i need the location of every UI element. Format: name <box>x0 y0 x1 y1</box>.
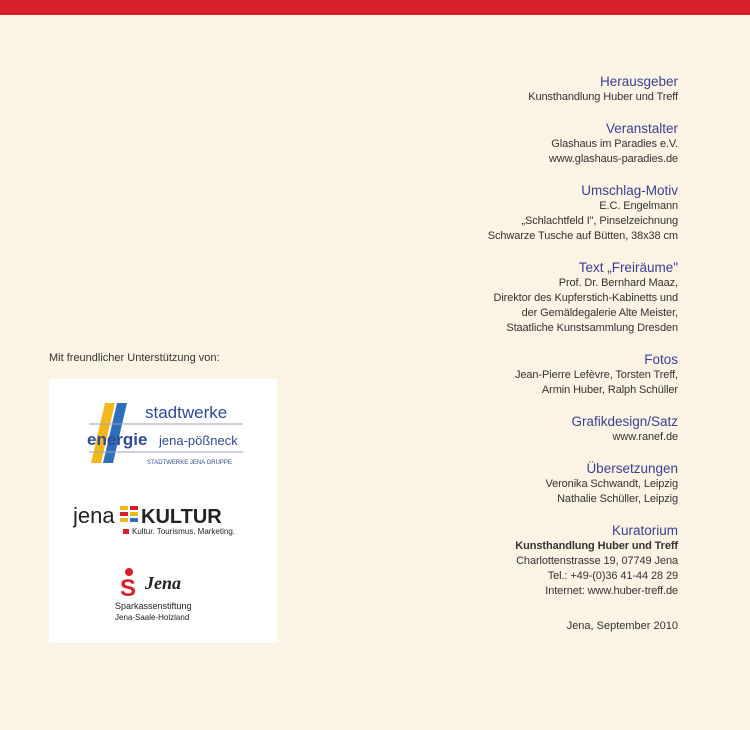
section-line: Prof. Dr. Bernhard Maaz, <box>558 277 678 289</box>
stadtwerke-energie-logo <box>87 401 247 469</box>
impressum-column <box>318 73 678 634</box>
section-line: E.C. Engelmann <box>599 200 678 212</box>
section-line: Direktor des Kupferstich-Kabinetts und <box>493 292 678 304</box>
section-line: Tel.: +49-(0)36 41-44 28 29 <box>547 570 678 582</box>
section-title: Grafikdesign/Satz <box>571 414 678 429</box>
section-line: Armin Huber, Ralph Schüller <box>541 384 678 396</box>
section-uebersetzungen <box>318 460 678 507</box>
section-line: der Gemäldegalerie Alte Meister, <box>521 307 678 319</box>
logo-block <box>120 512 128 516</box>
logo-jena-poessneck-word: jena-pößneck <box>159 433 238 448</box>
section-line: Glashaus im Paradies e.V. <box>551 138 678 150</box>
logo-block <box>123 529 129 534</box>
section-line: „Schlachtfeld I", Pinselzeichnung <box>521 215 678 227</box>
section-line: www.ranef.de <box>612 431 678 443</box>
section-text-freiraeume <box>318 259 678 336</box>
logo-stadtwerke-word: stadtwerke <box>145 403 228 422</box>
sparkasse-jena-word: Jena <box>145 573 181 593</box>
logo-jena-word: jena <box>73 503 115 528</box>
section-line: Schwarze Tusche auf Bütten, 38x38 cm <box>487 230 678 242</box>
sparkasse-line1: Sparkassenstiftung <box>115 601 192 611</box>
logo-block <box>130 518 138 522</box>
section-line: Staatliche Kunstsammlung Dresden <box>506 322 678 334</box>
date-line: Jena, September 2010 <box>566 620 678 632</box>
section-title: Fotos <box>644 352 678 367</box>
sparkasse-logo <box>115 567 225 627</box>
sparkasse-line2: Jena-Saale-Holzland <box>115 613 190 622</box>
section-title: Übersetzungen <box>586 461 678 476</box>
section-title: Herausgeber <box>599 74 678 89</box>
top-red-bar <box>0 0 750 15</box>
section-kuratorium <box>318 522 678 599</box>
sparkasse-s-icon: S <box>120 575 137 602</box>
section-title: Kuratorium <box>611 523 678 538</box>
section-title: Veranstalter <box>605 121 678 136</box>
section-fotos <box>318 351 678 398</box>
section-line: Nathalie Schüller, Leipzig <box>557 493 678 505</box>
logo-block <box>130 506 138 510</box>
logo-kultur-word: KULTUR <box>141 506 222 528</box>
section-line: Veronika Schwandt, Leipzig <box>545 478 678 490</box>
section-herausgeber <box>318 73 678 105</box>
sponsor-logo-box <box>49 379 277 643</box>
section-line: Charlottenstrasse 19, 07749 Jena <box>516 555 678 567</box>
logo-kultur-tagline: Kultur. Tourismus. Marketing. <box>132 527 236 536</box>
logo-subline: STADTWERKE JENA GRUPPE <box>147 460 232 466</box>
section-line: www.glashaus-paradies.de <box>548 153 678 165</box>
section-veranstalter <box>318 120 678 167</box>
section-line: Internet: www.huber-treff.de <box>545 585 678 597</box>
section-title: Umschlag-Motiv <box>581 183 678 198</box>
logo-block <box>130 512 138 516</box>
logo-block <box>120 506 128 510</box>
section-umschlag-motiv <box>318 182 678 244</box>
logo-block <box>120 518 128 522</box>
section-grafikdesign <box>318 413 678 445</box>
jenakultur-logo <box>73 497 263 539</box>
section-line: Kunsthandlung Huber und Treff <box>528 91 678 103</box>
section-line: Kunsthandlung Huber und Treff <box>515 540 678 552</box>
support-label: Mit freundlicher Unterstützung von: <box>49 352 220 364</box>
section-line: Jean-Pierre Lefèvre, Torsten Treff, <box>514 369 678 381</box>
logo-energie-word: energie <box>87 430 148 449</box>
section-title: Text „Freiräume" <box>578 260 678 275</box>
